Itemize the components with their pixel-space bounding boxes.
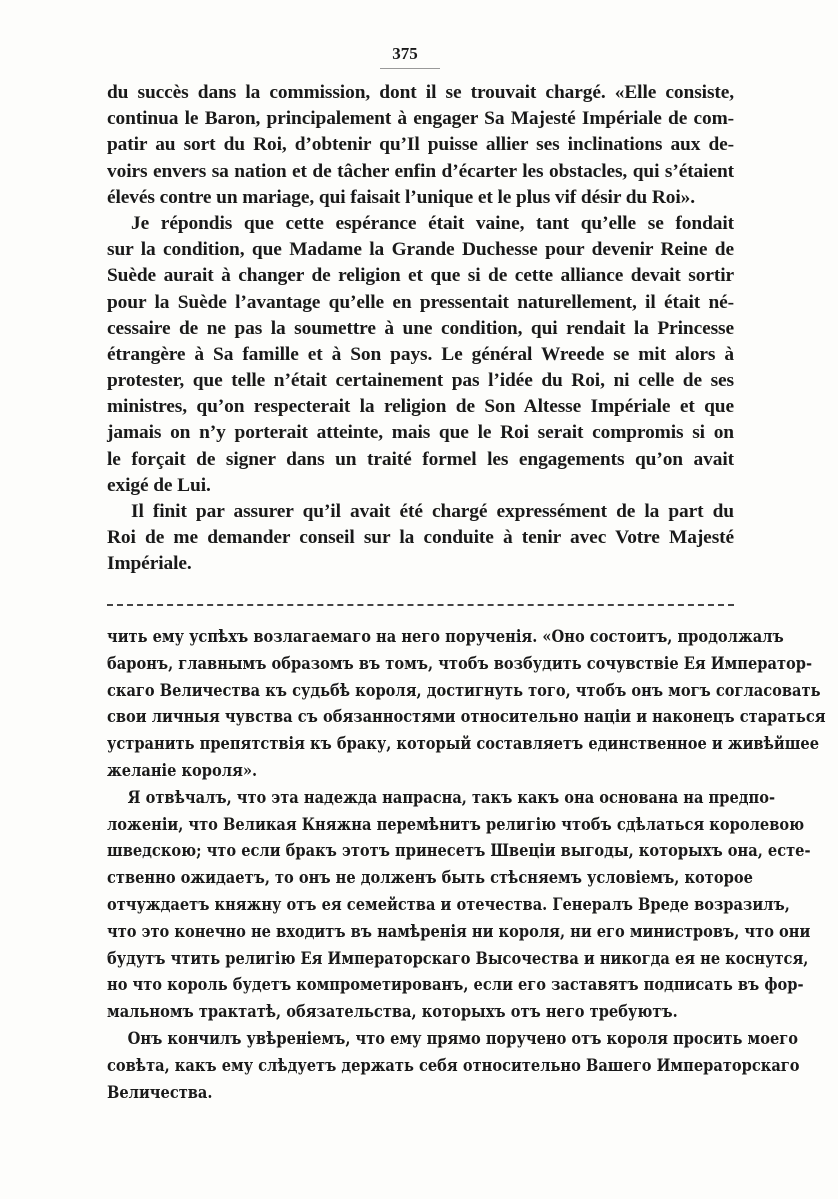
text-line: желаніе короля». [107,760,258,781]
text-line: но что король будетъ компрометированъ, если его заставятъ подписать въ фор- [107,975,804,996]
text-line: баронъ, главнымъ образомъ въ томъ, чтобъ возбудить сочувствіе Ея Император- [107,653,813,674]
text-line: voirs envers sa nation et de tâcher enfin d’écarter les obstacles, qui s’étaient [107,160,734,182]
text-line: чить ему успѣхъ возлагаемаго на него порученія. «Оно состоитъ, продолжалъ [107,627,784,647]
text-line: Il finit par assurer qu’il avait été chargé expressément de la part du [131,501,734,522]
text-line: что это конечно не входитъ въ намѣренія ни короля, ни его министровъ, что они [107,921,811,942]
russian-paragraph [107,624,826,785]
russian-text [107,624,826,1106]
text-line: Онъ кончилъ увѣреніемъ, что ему прямо поручено отъ короля просить моего [127,1028,798,1049]
text-line: скаго Величества къ судьбѣ короля, достигнуть того, чтобъ онъ могъ согласовать [107,680,821,701]
text-line: sur la condition, que Madame la Grande Duchesse pour devenir Reine de [107,239,734,261]
text-line: pour la Suède l’avantage qu’elle en pressentait naturellement, il était né- [107,291,734,313]
page-number-rule [380,68,440,69]
text-line: будутъ чтить религію Ея Императорскаго Высочества и никогда ея не коснутся, [107,948,809,969]
text-line: свои личныя чувства съ обязанностями относительно націи и наконецъ стараться [107,707,826,728]
page-number: 375 [392,44,418,63]
text-line: Je répondis que cette espérance était vaine, tant qu’elle se fondait [131,212,734,234]
text-line: совѣта, какъ ему слѣдуетъ держать себя относительно Вашего Императорскаго [107,1055,800,1076]
text-line: étrangère à Sa famille et à Son pays. Le général Wreede se mit alors à [107,343,734,365]
text-line: continua le Baron, principalement à engager Sa Majesté Impériale de com- [107,108,734,130]
section-divider [107,604,734,606]
text-line: jamais on n’y porterait atteinte, mais que le Roi serait compromis si on [107,422,734,444]
text-line: exigé de Lui. [107,474,211,496]
text-line: ственно ожидаетъ, то онъ не долженъ быть стѣсняемъ условіемъ, которое [107,868,753,889]
french-text [107,80,734,578]
text-line: protester, que telle n’était certainement pas l’idée du Roi, ni celle de ses [107,370,734,392]
text-line: Величества. [107,1082,213,1103]
french-paragraph [107,211,734,499]
text-line: Impériale. [107,553,192,575]
text-line: Suède aurait à changer de religion et que si de cette alliance devait sortir [107,265,734,287]
russian-paragraph [107,1026,800,1106]
text-line: Roi de me demander conseil sur la conduite à tenir avec Votre Majesté [107,527,734,549]
russian-paragraph [107,785,811,1026]
text-line: мальномъ трактатѣ, обязательства, которыхъ отъ него требуютъ. [107,1002,678,1023]
text-line: отчуждаетъ княжну отъ ея семейства и отечества. Генералъ Вреде возразилъ, [107,894,790,915]
french-paragraph [107,499,734,578]
text-line: élevés contre un mariage, qui faisait l’unique et le plus vif désir du Roi». [107,186,695,208]
text-line: ministres, qu’on respecterait la religion de Son Altesse Impériale et que [107,396,734,418]
french-paragraph [107,80,734,211]
text-line: du succès dans la commission, dont il se trouvait chargé. «Elle consiste, [107,82,734,103]
text-line: ложеніи, что Великая Княжна перемѣнитъ религію чтобъ сдѣлаться королевою [107,814,805,835]
text-line: устранить препятствія къ браку, который составляетъ единственное и живѣйшее [107,734,820,755]
text-line: шведскою; что если бракъ этотъ принесетъ Швеціи выгоды, которыхъ она, есте- [107,841,811,862]
text-line: le forçait de signer dans un traité formel les engagements qu’on avait [107,448,734,470]
text-line: Я отвѣчалъ, что эта надежда напрасна, такъ какъ она основана на предпо- [127,787,776,808]
text-line: cessaire de ne pas la soumettre à une condition, qui rendait la Princesse [107,317,734,339]
text-line: patir au sort du Roi, d’obtenir qu’Il puisse allier ses inclinations aux de- [107,134,734,156]
